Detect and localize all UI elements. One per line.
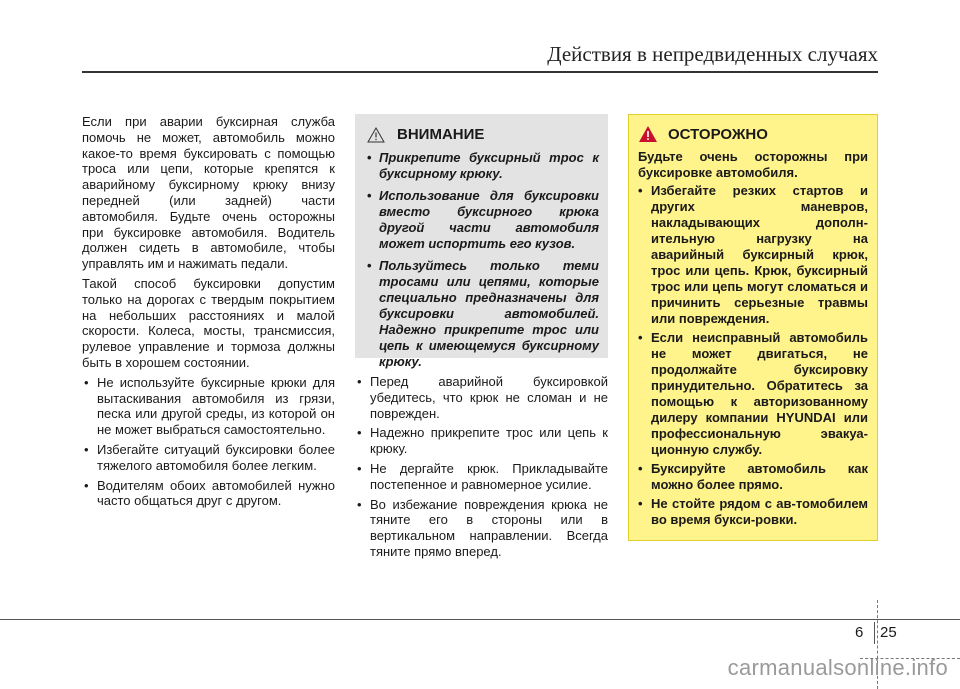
- list-item: • Во избежание повреждения крюка не тяните его в стороны или в вертикальном направлении. Всегда тяните прямо вперед.: [355, 497, 608, 560]
- text-column-middle: [355, 374, 608, 564]
- warning-box: [355, 114, 608, 369]
- paragraph: Если при аварии буксирная служба помочь не может, автомобиль можно какое-то время буксировать с помощью троса или цепи, которые крепятся к аварийному буксирному крюку внизу передней (или задней) части автомобиля. Будьте очень осторожны при буксировке автомобиля. Водитель должен сидеть в автомобиле, чтобы управлять им и нажимать педали.: [82, 114, 335, 272]
- list-item: • Надежно прикрепите трос или цепь к крюку.: [355, 425, 608, 457]
- warning-title: ВНИМАНИЕ: [397, 126, 485, 143]
- caution-intro: Будьте очень осторожны при буксировке автомобиля.: [638, 149, 868, 180]
- caution-triangle-icon: [638, 125, 658, 143]
- page-number: 25: [880, 624, 897, 641]
- warning-list: [367, 150, 599, 370]
- paragraph: Такой способ буксировки допустим только на дорогах с твердым покрытием на небольших расстояниях и малой скорости. Колеса, мосты, трансмиссия, рулевое управление и тормоза должны быть в хорошем состоянии.: [82, 275, 335, 370]
- list-item: • Не используйте буксирные крюки для вытаскивания автомобиля из грязи, песка или другой среды, из которой он не может выбраться самостоятельно.: [82, 375, 335, 438]
- bullet-list: [82, 375, 335, 509]
- list-item: • Избегайте ситуаций буксировки более тяжелого автомобиля более легким.: [82, 442, 335, 474]
- caution-title: ОСТОРОЖНО: [668, 125, 768, 143]
- list-item: • Не стойте рядом с ав-томобилем во время букси-ровки.: [638, 496, 868, 528]
- warning-header: [367, 126, 599, 143]
- page-number-separator: [874, 622, 875, 644]
- text-column-left: [82, 114, 335, 513]
- footer-divider: [0, 619, 960, 620]
- caution-header: [638, 125, 868, 143]
- warning-triangle-icon: [367, 127, 385, 143]
- section-number: 6: [855, 624, 864, 641]
- list-item: • Если неисправный автомобиль не может двигаться, не продолжайте буксировку принудительно. Обратитесь за помощью к авторизованному дилеру компании HYUNDAI или профессиональную эвакуа-ционную службу.: [638, 330, 868, 458]
- page-header-title: Действия в непредвиденных случаях: [547, 42, 878, 66]
- list-item: • Буксируйте автомобиль как можно более прямо.: [638, 461, 868, 493]
- list-item: • Использование для буксировки вместо буксирного крюка другой части автомобиля может испортить его кузов.: [367, 188, 599, 252]
- list-item: • Прикрепите буксирный трос к буксирному крюку.: [367, 150, 599, 182]
- caution-box: [628, 114, 878, 541]
- list-item: • Избегайте резких стартов и других маневров, накладывающих дополн-ительную нагрузку на аварийный буксирный крюк, трос или цепь. Крюк, буксирный трос или цепь могут сломаться и причинить серьезные травмы или повреждения.: [638, 183, 868, 327]
- list-item: • Не дергайте крюк. Прикладывайте постепенное и равномерное усилие.: [355, 461, 608, 493]
- list-item: • Водителям обоих автомобилей нужно часто общаться друг с другом.: [82, 478, 335, 510]
- bullet-list: [355, 374, 608, 560]
- header-divider: [82, 71, 878, 73]
- list-item: • Пользуйтесь только теми тросами или цепями, которые специально предназначены для буксировки автомобилей. Надежно прикрепите трос или цепь к имеющемуся буксирному крюку.: [367, 258, 599, 370]
- caution-list: [638, 183, 868, 528]
- watermark: carmanualsonline.info: [727, 655, 948, 680]
- list-item: • Перед аварийной буксировкой убедитесь, что крюк не сломан и не поврежден.: [355, 374, 608, 421]
